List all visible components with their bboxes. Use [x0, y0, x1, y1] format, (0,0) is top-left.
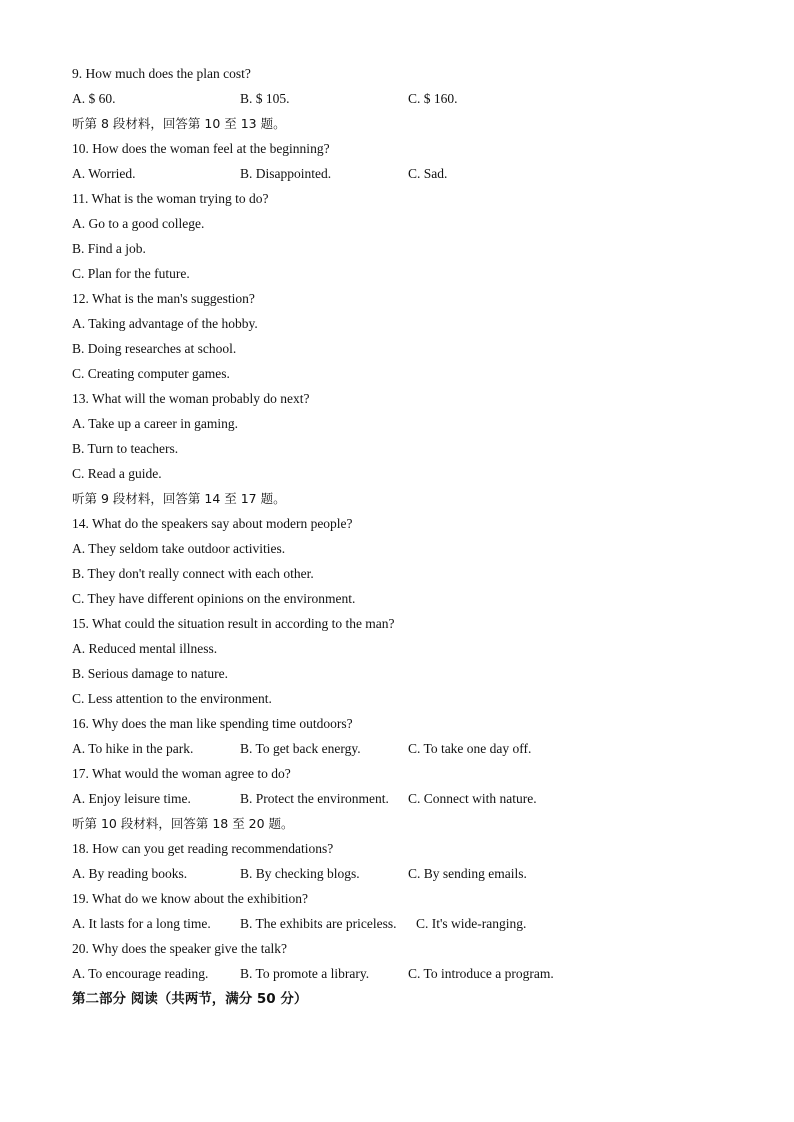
question-10: 10. How does the woman feel at the beginning?	[72, 141, 330, 156]
option-16b: B. To get back energy.	[240, 741, 361, 756]
option-19c: C. It's wide-ranging.	[416, 916, 527, 931]
option-14a: A. They seldom take outdoor activities.	[72, 541, 286, 556]
option-15a: A. Reduced mental illness.	[72, 641, 218, 656]
options-9	[72, 88, 794, 113]
instruction-passage-9: 听第 9 段材料，回答第 14 至 17 题。	[72, 491, 286, 506]
option-11a: A. Go to a good college.	[72, 216, 205, 231]
option-17b: B. Protect the environment.	[240, 791, 389, 806]
option-13c: C. Read a guide.	[72, 466, 162, 481]
question-18: 18. How can you get reading recommendations?	[72, 841, 334, 856]
options-20	[72, 963, 794, 988]
options-18	[72, 863, 794, 888]
option-9c: C. $ 160.	[408, 91, 458, 106]
option-9a: A. $ 60.	[72, 91, 116, 106]
question-17: 17. What would the woman agree to do?	[72, 766, 291, 781]
option-14b: B. They don't really connect with each other.	[72, 566, 314, 581]
option-17c: C. Connect with nature.	[408, 791, 537, 806]
option-9b: B. $ 105.	[240, 91, 290, 106]
question-19: 19. What do we know about the exhibition?	[72, 891, 308, 906]
option-20a: A. To encourage reading.	[72, 966, 209, 981]
instruction-passage-8: 听第 8 段材料，回答第 10 至 13 题。	[72, 116, 286, 131]
option-12b: B. Doing researches at school.	[72, 341, 237, 356]
question-20: 20. Why does the speaker give the talk?	[72, 941, 287, 956]
option-15c: C. Less attention to the environment.	[72, 691, 272, 706]
option-11b: B. Find a job.	[72, 241, 146, 256]
option-17a: A. Enjoy leisure time.	[72, 791, 191, 806]
option-10b: B. Disappointed.	[240, 166, 332, 181]
section-heading-reading: 第二部分 阅读（共两节，满分 50 分）	[72, 991, 308, 1007]
question-9: 9. How much does the plan cost?	[72, 66, 251, 81]
option-20b: B. To promote a library.	[240, 966, 370, 981]
option-13b: B. Turn to teachers.	[72, 441, 179, 456]
option-10a: A. Worried.	[72, 166, 136, 181]
option-11c: C. Plan for the future.	[72, 266, 190, 281]
question-16: 16. Why does the man like spending time outdoors?	[72, 716, 353, 731]
question-12: 12. What is the man's suggestion?	[72, 291, 255, 306]
options-16	[72, 738, 794, 763]
option-19b: B. The exhibits are priceless.	[240, 916, 397, 931]
option-18c: C. By sending emails.	[408, 866, 527, 881]
option-12c: C. Creating computer games.	[72, 366, 230, 381]
option-18b: B. By checking blogs.	[240, 866, 360, 881]
option-16c: C. To take one day off.	[408, 741, 532, 756]
option-14c: C. They have different opinions on the environment.	[72, 591, 356, 606]
instruction-passage-10: 听第 10 段材料，回答第 18 至 20 题。	[72, 816, 294, 831]
question-14: 14. What do the speakers say about modern people?	[72, 516, 353, 531]
options-19	[72, 913, 794, 938]
option-19a: A. It lasts for a long time.	[72, 916, 211, 931]
option-13a: A. Take up a career in gaming.	[72, 416, 238, 431]
option-12a: A. Taking advantage of the hobby.	[72, 316, 258, 331]
options-10	[72, 163, 794, 188]
options-17	[72, 788, 794, 813]
question-15: 15. What could the situation result in according to the man?	[72, 616, 395, 631]
option-16a: A. To hike in the park.	[72, 741, 194, 756]
option-10c: C. Sad.	[408, 166, 448, 181]
question-11: 11. What is the woman trying to do?	[72, 191, 269, 206]
option-20c: C. To introduce a program.	[408, 966, 554, 981]
question-13: 13. What will the woman probably do next?	[72, 391, 310, 406]
option-15b: B. Serious damage to nature.	[72, 666, 228, 681]
option-18a: A. By reading books.	[72, 866, 188, 881]
